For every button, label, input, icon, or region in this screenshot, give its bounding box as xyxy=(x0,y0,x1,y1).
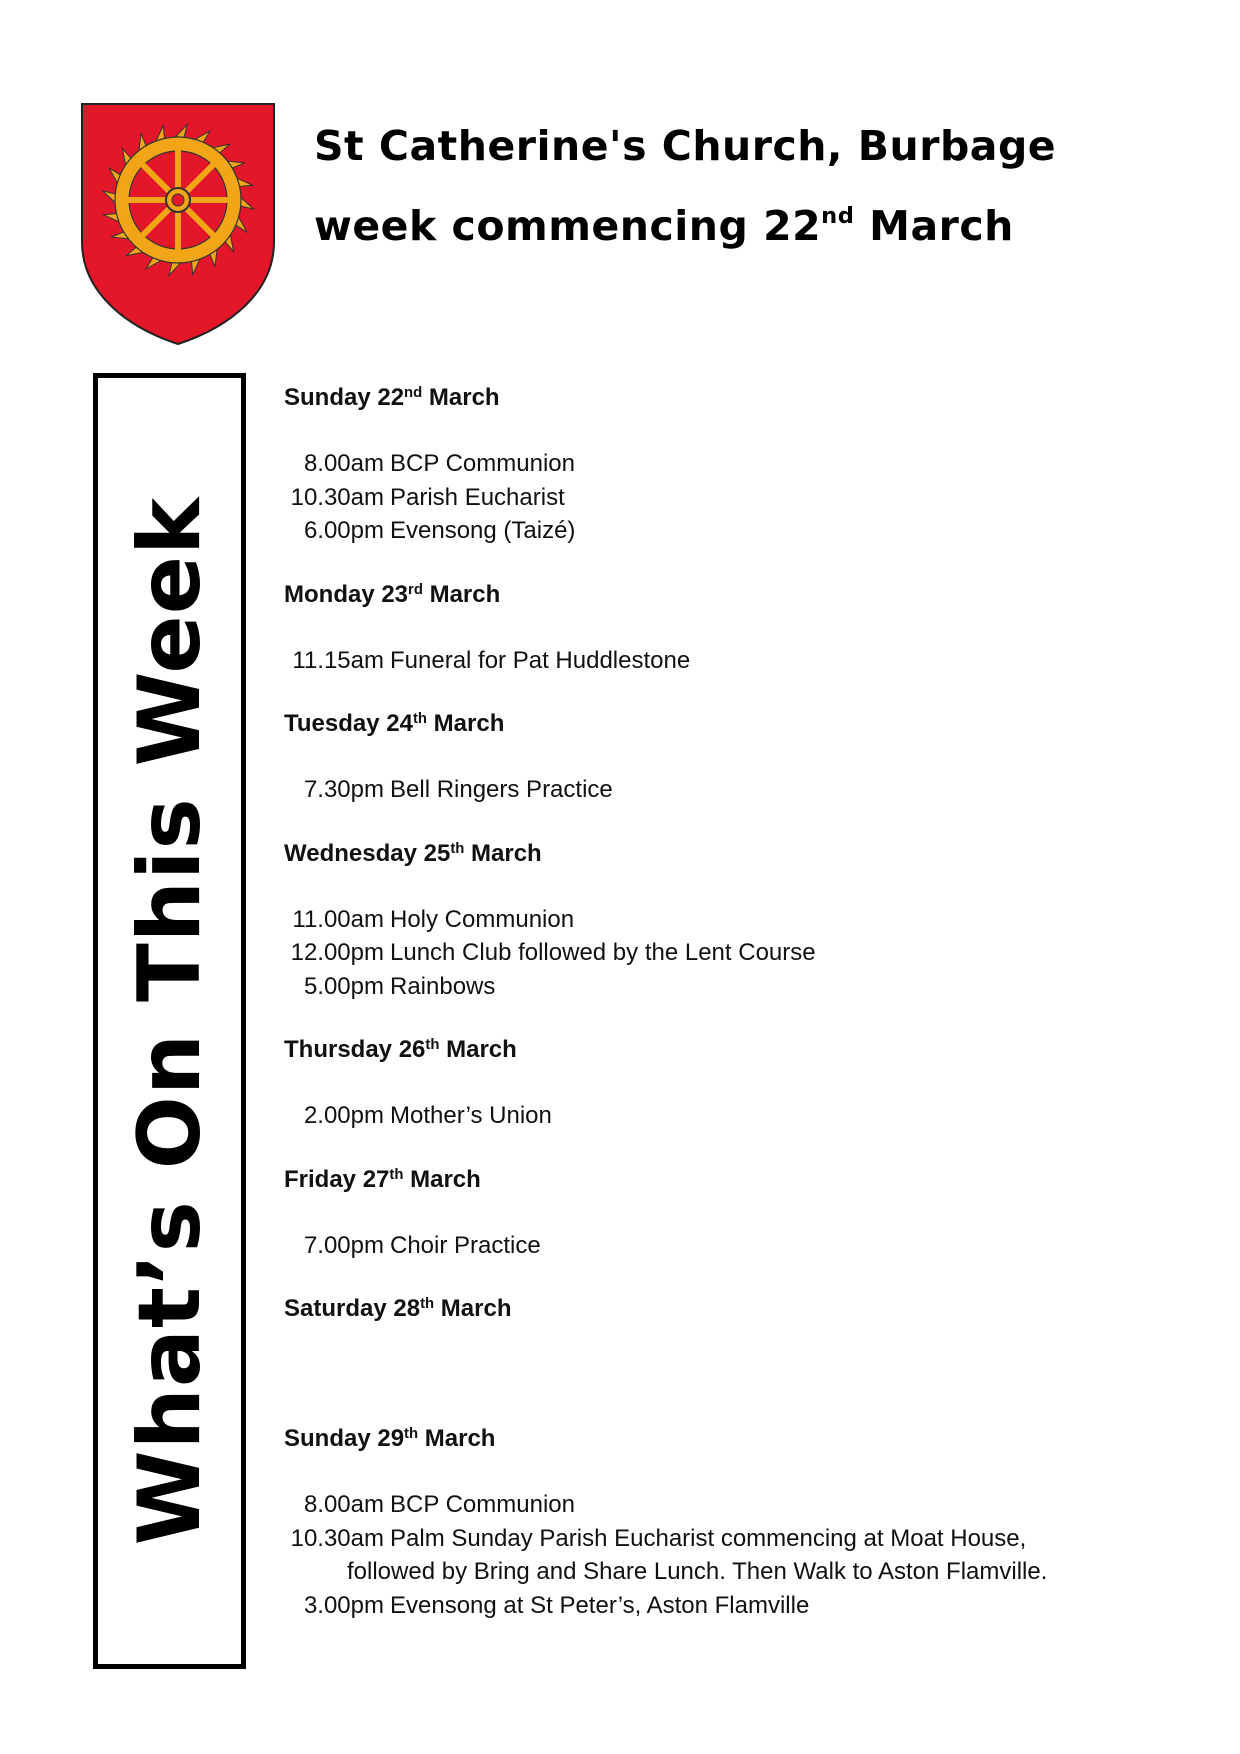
event-item xyxy=(284,903,1184,937)
event-item xyxy=(284,773,1184,807)
event-description: Lunch Club followed by the Lent Course xyxy=(390,939,816,966)
day-section xyxy=(284,707,1184,807)
event-item xyxy=(284,644,1184,678)
event-item xyxy=(284,1522,1184,1589)
day-heading: Wednesday 25th March xyxy=(284,839,542,867)
day-heading: Saturday 28th March xyxy=(284,1295,512,1322)
whats-on-sidebar xyxy=(93,373,246,1669)
event-time: 8.00am xyxy=(303,450,384,477)
event-description: BCP Communion xyxy=(390,1491,575,1518)
event-list xyxy=(284,644,1184,678)
event-description: Funeral for Pat Huddlestone xyxy=(390,646,691,674)
day-section xyxy=(284,578,1184,678)
day-section xyxy=(284,1163,1184,1263)
day-heading: Tuesday 24th March xyxy=(284,710,505,737)
event-time: 7.00pm xyxy=(303,1231,384,1259)
event-time: 11.15am xyxy=(292,646,384,674)
weekly-schedule xyxy=(284,381,1184,1622)
day-section xyxy=(284,1292,1184,1392)
church-title: St Catherine's Church, Burbage xyxy=(314,122,1057,170)
event-item xyxy=(284,1488,1184,1522)
event-item xyxy=(284,481,1184,515)
event-time: 12.00pm xyxy=(290,939,384,966)
whats-on-heading: What’s On This Week xyxy=(119,496,220,1546)
crest-icon xyxy=(80,102,276,346)
event-list xyxy=(284,1229,1184,1263)
event-list xyxy=(284,1099,1184,1133)
event-time: 7.30pm xyxy=(303,776,384,803)
event-time: 5.00pm xyxy=(303,972,384,1000)
day-heading: Sunday 29th March xyxy=(284,1425,496,1452)
event-description: Rainbows xyxy=(390,972,496,1000)
event-item xyxy=(284,447,1184,481)
day-heading: Thursday 26th March xyxy=(284,1036,517,1063)
event-time: 8.00am xyxy=(303,1491,384,1518)
event-item xyxy=(284,970,1184,1004)
event-item xyxy=(284,1099,1184,1133)
event-time: 11.00am xyxy=(292,905,384,933)
event-item xyxy=(284,1229,1184,1263)
event-description: Mother’s Union xyxy=(390,1102,552,1129)
week-title: week commencing 22nd March xyxy=(314,202,1014,250)
event-description: Bell Ringers Practice xyxy=(390,776,613,803)
event-time: 2.00pm xyxy=(303,1102,384,1129)
day-section xyxy=(284,1422,1184,1622)
event-item xyxy=(284,514,1184,548)
event-item xyxy=(284,936,1184,970)
event-time: 10.30am xyxy=(290,1524,384,1552)
day-section xyxy=(284,381,1184,548)
event-description: BCP Communion xyxy=(390,450,575,477)
day-section xyxy=(284,1033,1184,1133)
event-description-continued: followed by Bring and Share Lunch. Then Walk to Aston Flamville. xyxy=(347,1558,1048,1585)
event-list xyxy=(284,773,1184,807)
event-description: Choir Practice xyxy=(390,1231,541,1259)
event-list xyxy=(284,1358,1184,1392)
event-item xyxy=(284,1589,1184,1623)
day-heading: Monday 23rd March xyxy=(284,580,501,608)
event-description: Palm Sunday Parish Eucharist commencing at Moat House, xyxy=(390,1524,1027,1552)
event-description: Evensong at St Peter’s, Aston Flamville xyxy=(390,1591,810,1619)
day-heading: Sunday 22nd March xyxy=(284,384,500,411)
day-heading: Friday 27th March xyxy=(284,1165,481,1193)
event-list xyxy=(284,1488,1184,1622)
event-time: 3.00pm xyxy=(303,1591,384,1619)
event-description: Evensong (Taizé) xyxy=(390,517,576,544)
day-section xyxy=(284,837,1184,1004)
event-list xyxy=(284,903,1184,1004)
event-description: Parish Eucharist xyxy=(390,483,565,511)
event-time: 6.00pm xyxy=(303,517,384,544)
event-time: 10.30am xyxy=(290,483,384,511)
event-list xyxy=(284,447,1184,548)
event-description: Holy Communion xyxy=(390,905,575,933)
